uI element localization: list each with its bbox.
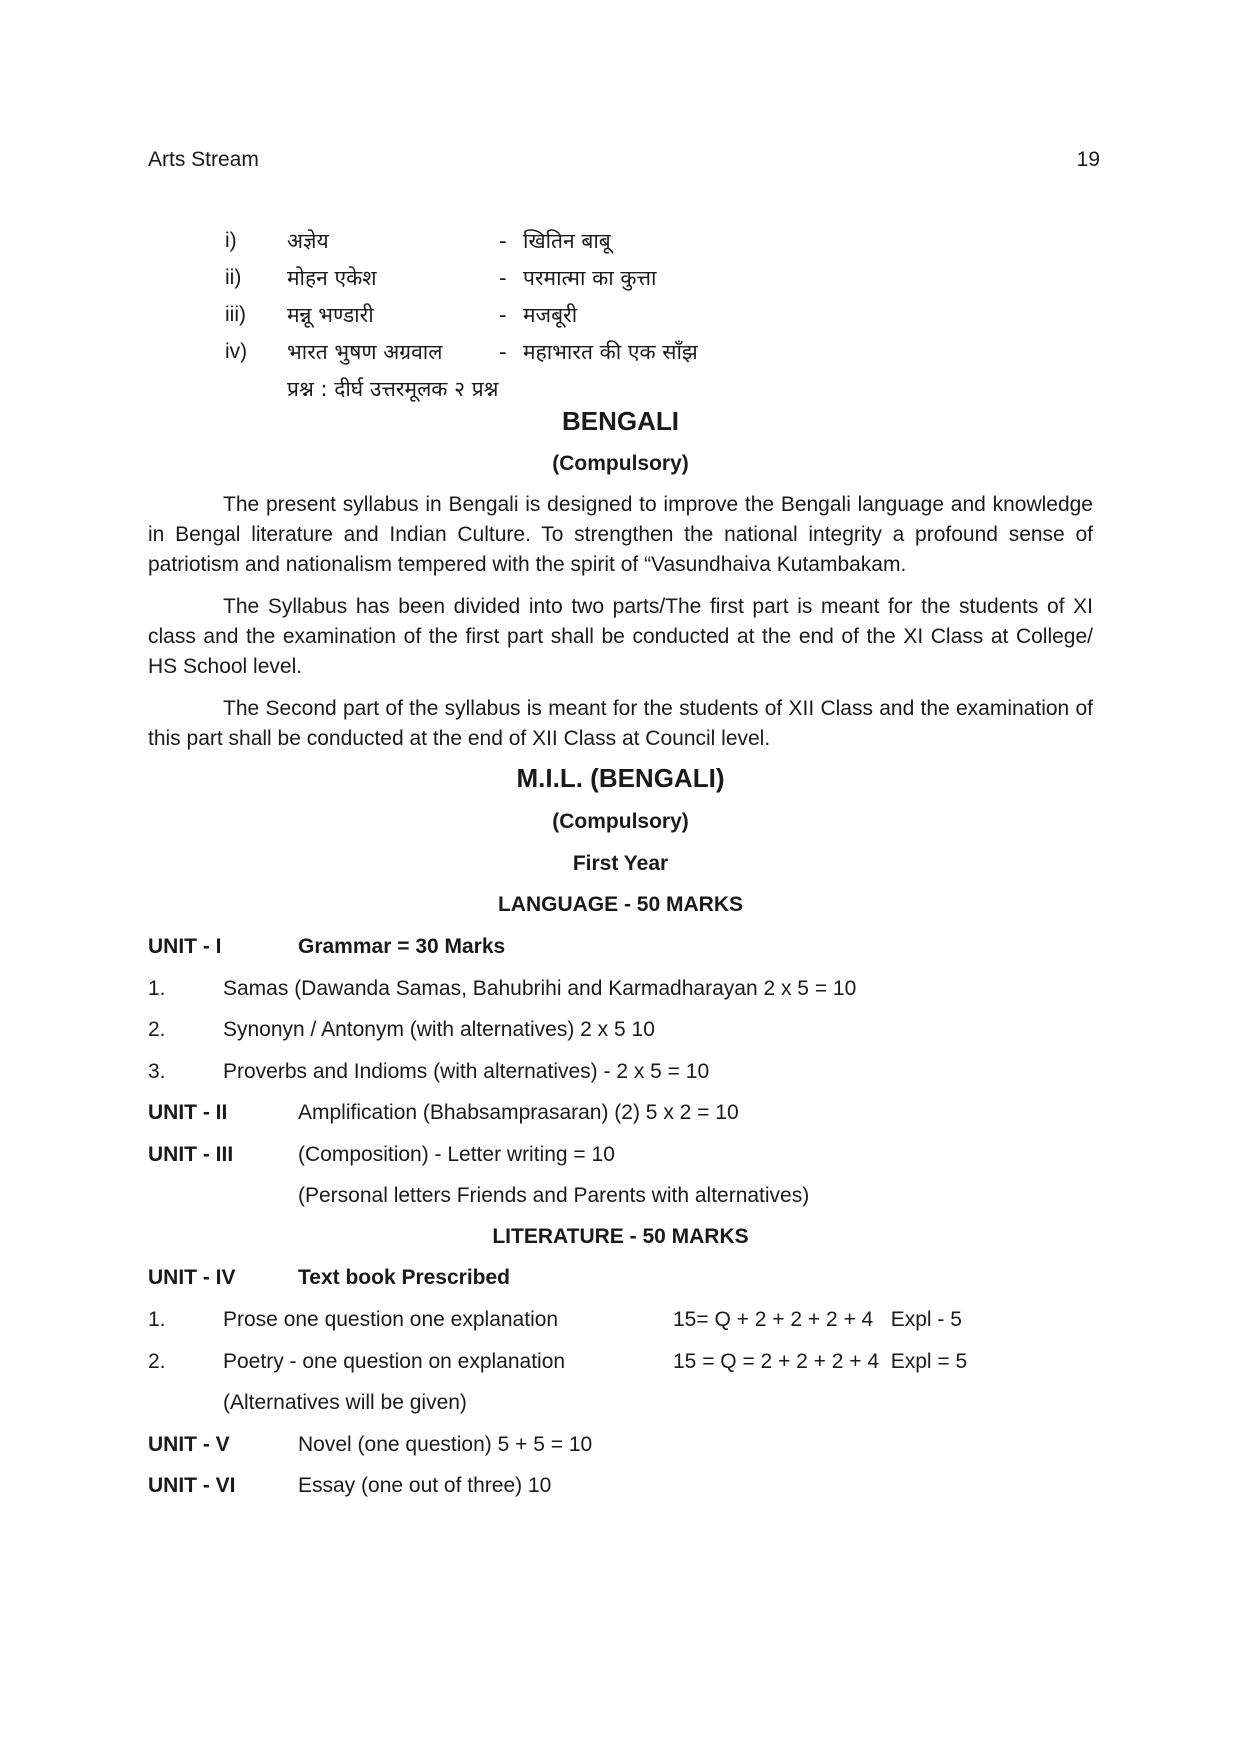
item-number: 3.: [148, 1060, 166, 1083]
item-number: 1.: [148, 977, 166, 1000]
list-item: [225, 296, 698, 333]
item-author: मन्नू भण्डारी: [287, 302, 374, 327]
item-text: Samas (Dawanda Samas, Bahubrihi and Karmadharayan 2 x 5 = 10: [223, 977, 857, 1000]
item-number: 1.: [148, 1308, 166, 1331]
section-subtitle: (Compulsory): [552, 452, 689, 475]
list-item: [225, 259, 698, 296]
item-dash: -: [499, 265, 507, 290]
unit-row: [148, 1101, 739, 1125]
unit-text: Amplification (Bhabsamprasaran) (2) 5 x 2 = 10: [298, 1101, 739, 1124]
unit-label: UNIT - VI: [148, 1474, 236, 1497]
unit-label: UNIT - IV: [148, 1266, 236, 1289]
unit-label: UNIT - I: [148, 935, 222, 958]
unit-label: UNIT - III: [148, 1143, 234, 1166]
item-title: महाभारत की एक साँझ: [523, 339, 698, 364]
note-text: (Alternatives will be given): [223, 1391, 467, 1414]
hindi-story-list: [225, 222, 698, 407]
unit-row: [148, 1433, 592, 1457]
section-subtitle: (Compulsory): [552, 810, 689, 833]
list-item: [148, 1308, 962, 1332]
item-text: Prose one question one explanation: [223, 1308, 559, 1331]
item-marks: 15= Q + 2 + 2 + 2 + 4 Expl - 5: [673, 1308, 962, 1331]
item-text: Synonyn / Antonym (with alternatives) 2 x 5 10: [223, 1018, 655, 1041]
unit-row: [148, 935, 505, 959]
page-number: 19: [1076, 148, 1100, 171]
unit-label: UNIT - V: [148, 1433, 230, 1456]
item-dash: -: [499, 228, 507, 253]
year-heading: First Year: [572, 852, 669, 875]
item-number: ii): [225, 265, 242, 289]
list-item: [148, 1350, 967, 1374]
list-note: [148, 1391, 467, 1415]
list-item: [148, 977, 856, 1001]
item-title: खितिन बाबू: [523, 228, 611, 253]
unit-text: (Composition) - Letter writing = 10: [298, 1143, 615, 1166]
paragraph: The Second part of the syllabus is meant for the students of XII Class and the examination of this part shall be conducted at the end of XII Class at Council level.: [148, 697, 1093, 750]
list-item: [148, 1060, 709, 1084]
list-item: [225, 333, 698, 370]
item-number: 2.: [148, 1018, 166, 1041]
unit-text: Novel (one question) 5 + 5 = 10: [298, 1433, 593, 1456]
unit-row: [148, 1143, 615, 1167]
item-number: i): [225, 228, 237, 252]
item-number: 2.: [148, 1350, 166, 1373]
item-dash: -: [499, 302, 507, 327]
list-item: [225, 222, 698, 259]
item-text: Poetry - one question on explanation: [223, 1350, 566, 1373]
unit-label: UNIT - II: [148, 1101, 228, 1124]
unit-title: Grammar = 30 Marks: [298, 935, 506, 958]
paragraph: The Syllabus has been divided into two parts/The first part is meant for the students of XI class and the examination of the first part shall be conducted at the end of the XI Class at College/ HS School level.: [148, 595, 1093, 678]
item-dash: -: [499, 339, 507, 364]
item-marks: 15 = Q = 2 + 2 + 2 + 4 Expl = 5: [673, 1350, 968, 1373]
running-header: Arts Stream: [148, 148, 259, 171]
item-text: Proverbs and Indioms (with alternatives) - 2 x 5 = 10: [223, 1060, 710, 1083]
item-number: iv): [225, 339, 248, 363]
item-author: मोहन एकेश: [287, 265, 377, 290]
item-title: परमात्मा का कुत्ता: [523, 265, 657, 290]
unit-note: [148, 1184, 809, 1208]
item-author: भारत भुषण अग्रवाल: [287, 339, 443, 364]
unit-row: [148, 1266, 510, 1290]
hindi-question-note: प्रश्न : दीर्घ उत्तरमूलक २ प्रश्न: [287, 376, 499, 401]
unit-title: Text book Prescribed: [298, 1266, 511, 1289]
section-title-mil: M.I.L. (BENGALI): [516, 763, 725, 793]
literature-heading: LITERATURE - 50 MARKS: [492, 1225, 749, 1248]
list-item: [148, 1018, 655, 1042]
item-number: iii): [225, 302, 246, 326]
section-title-bengali: BENGALI: [562, 406, 679, 436]
language-heading: LANGUAGE - 50 MARKS: [497, 893, 744, 916]
item-author: अज्ञेय: [287, 228, 329, 253]
paragraph: The present syllabus in Bengali is designed to improve the Bengali language and knowledge in Bengal literature and Indian Culture. To strengthen the national integrity a profound sense of patriotism and nationalism tempered with the spirit of “Vasundhaiva Kutambakam.: [148, 493, 1093, 576]
item-title: मजबूरी: [523, 302, 578, 327]
unit-text: Essay (one out of three) 10: [298, 1474, 552, 1497]
note-text: (Personal letters Friends and Parents with alternatives): [298, 1184, 810, 1207]
unit-row: [148, 1474, 551, 1498]
